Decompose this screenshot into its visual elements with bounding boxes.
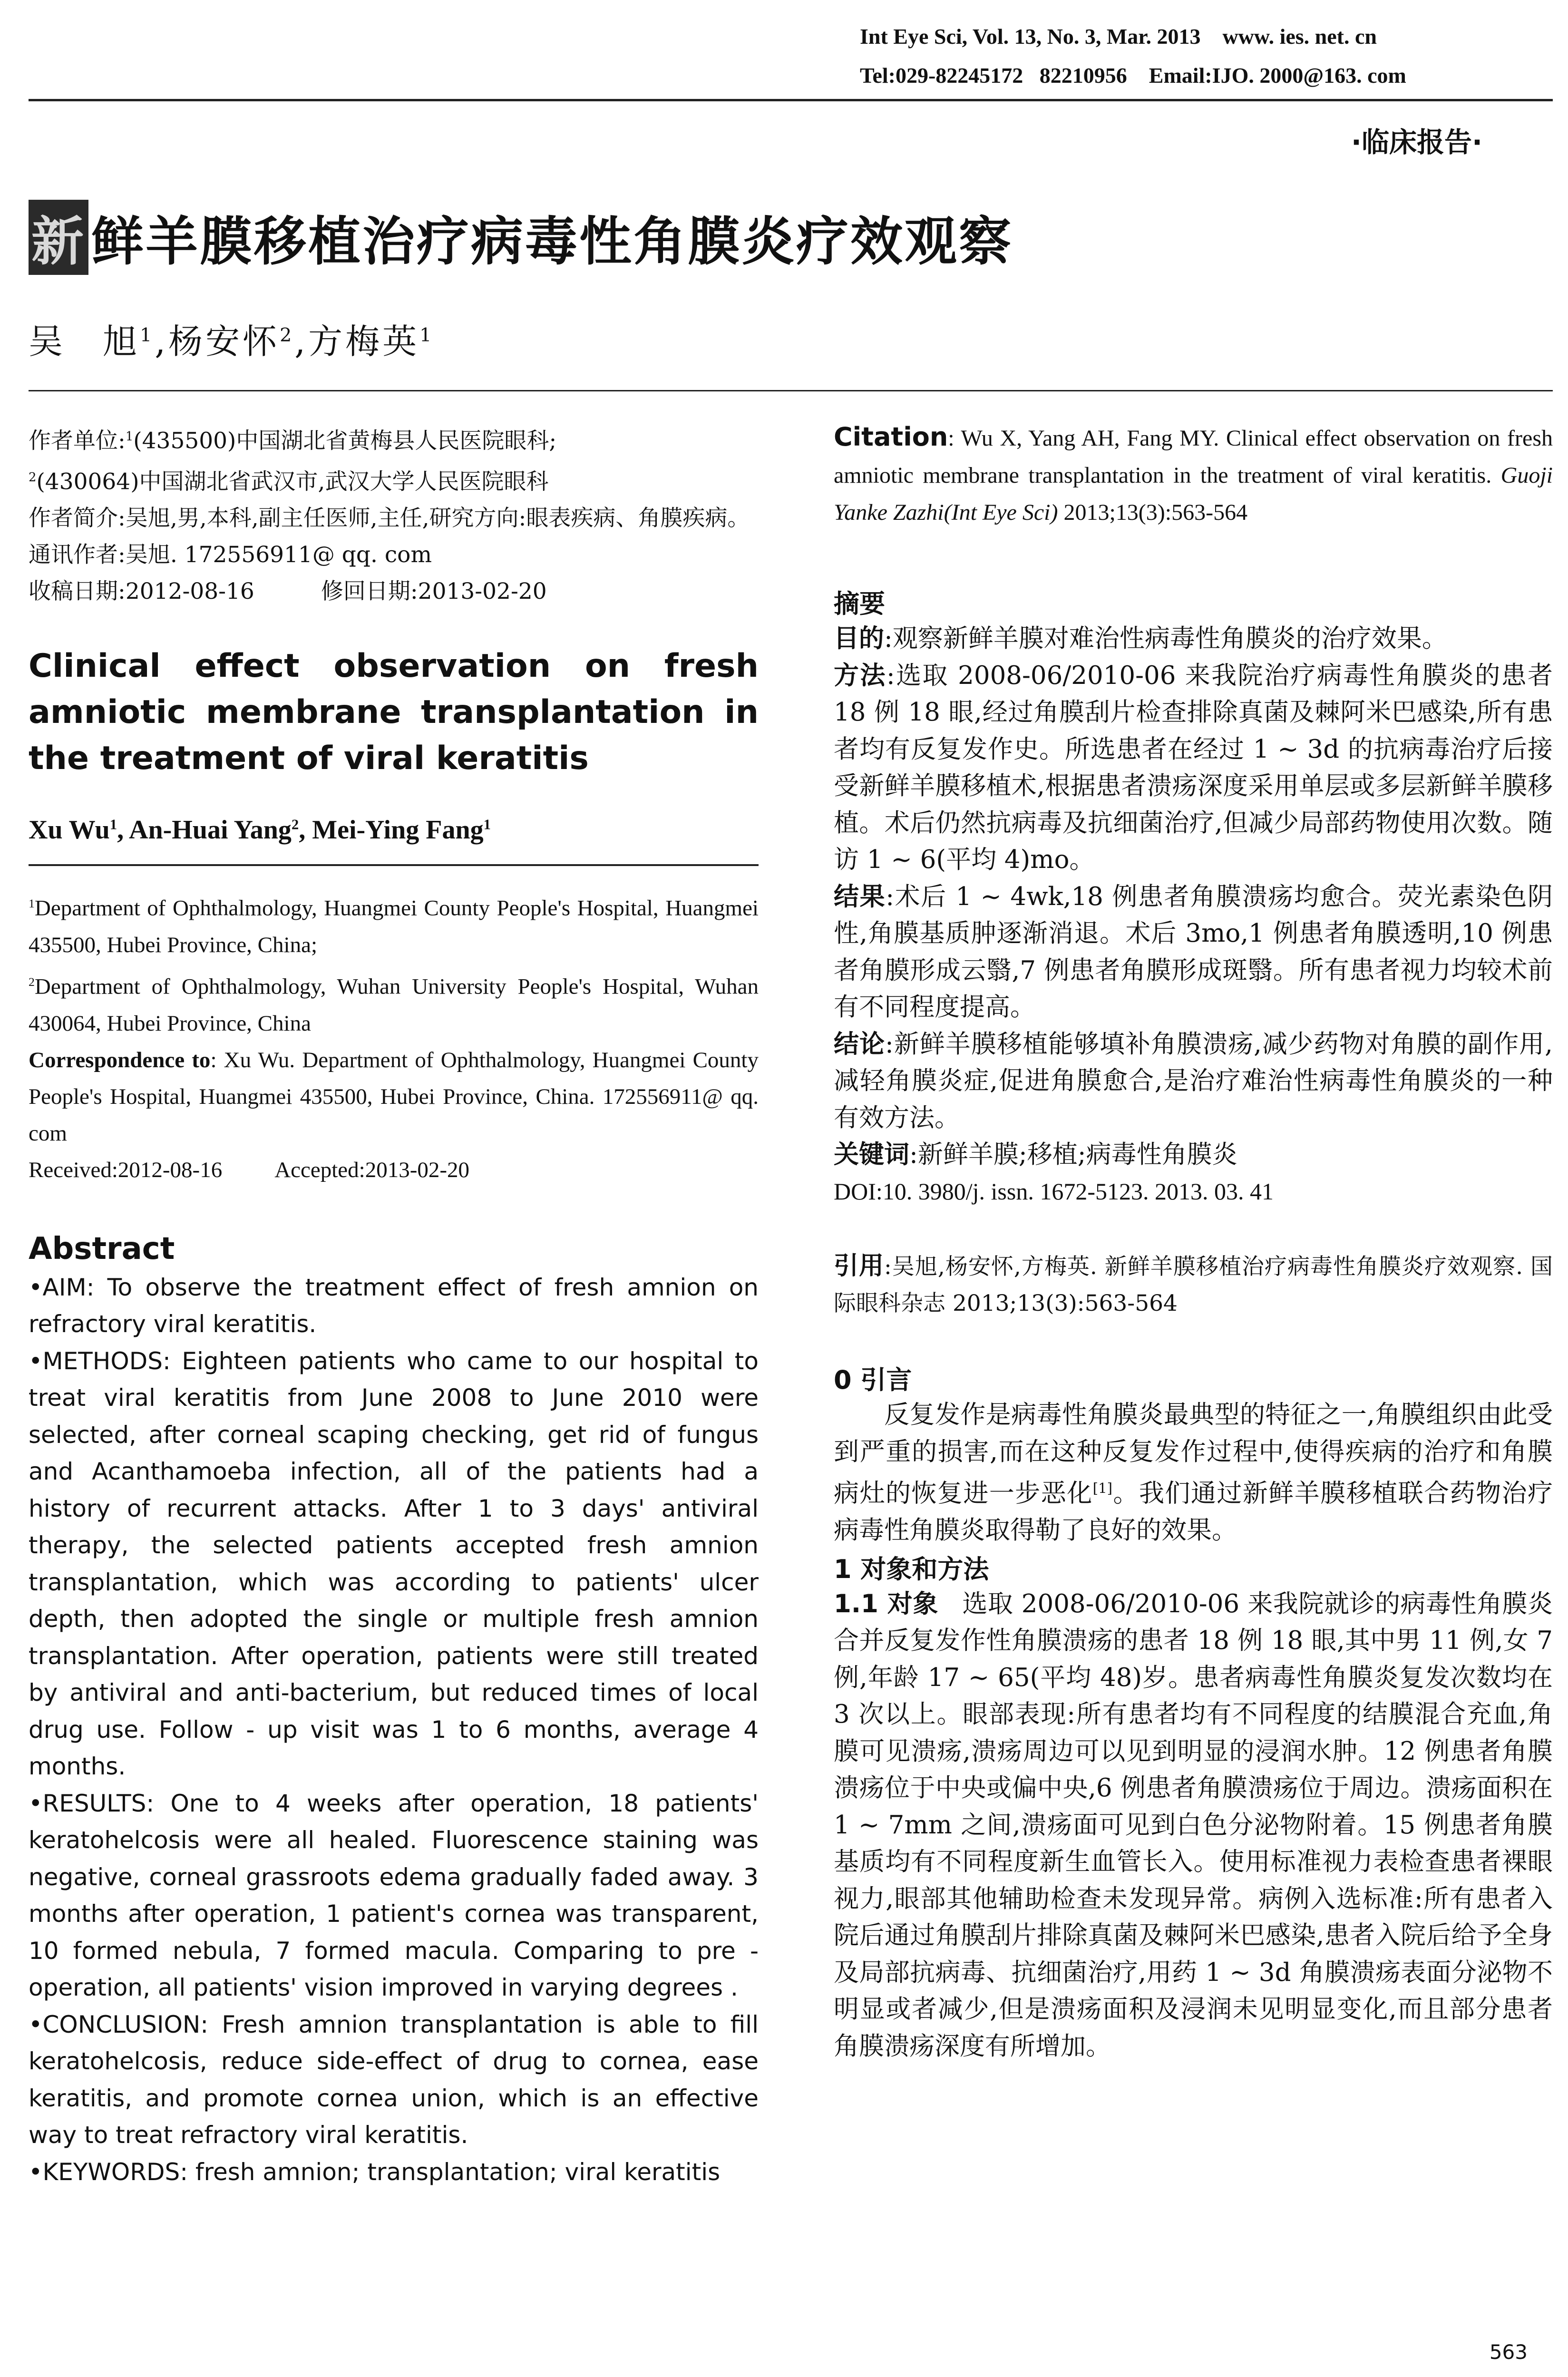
abstract-conclusion: •CONCLUSION: Fresh amnion transplantation is able to fill keratohelcosis, reduce side-effect of drug to cornea, ease keratitis, and promote cornea union, which is an effective way to treat refractory viral keratitis. [29, 2010, 759, 2149]
abstract-cn-aim: 目的:观察新鲜羊膜对难治性病毒性角膜炎的治疗效果。 [834, 624, 1447, 653]
author-1: 吴 旭 [29, 321, 140, 361]
author-3: ,方梅英 [294, 321, 420, 361]
citation-cn: 引用:吴旭,杨安怀,方梅英. 新鲜羊膜移植治疗病毒性角膜炎疗效观察. 国际眼科杂志 2013;13(3):563-564 [834, 1252, 1553, 1316]
abstract-keywords: •KEYWORDS: fresh amnion; transplantation; viral keratitis [29, 2158, 721, 2186]
title-text: 鲜羊膜移植治疗病毒性角膜炎疗效观察 [91, 211, 1013, 272]
affiliation-1: $^1$Department of Ophthalmology, Huangmei County People's Hospital, Huangmei 435500, Hubei Province, China; [29, 896, 759, 957]
intro-paragraph: 反复发作是病毒性角膜炎最典型的特征之一,角膜组织由此受到严重的损害,而在这种反复发作过程中,使得疾病的治疗和角膜病灶的恢复进一步恶化[1]。我们通过新鲜羊膜移植联合药物治疗病毒性角膜炎取得勒了良好的效果。 [834, 1400, 1553, 1545]
author-bio: 作者简介:吴旭,男,本科,副主任医师,主任,研究方向:眼表疾病、角膜疾病。 [29, 505, 750, 532]
author-unit-2: $^2$(430064)中国湖北省武汉市,武汉大学人民医院眼科 [29, 468, 549, 495]
doi: DOI:10. 3980/j. issn. 1672-5123. 2013. 03. 41 [834, 1178, 1274, 1205]
abstract-en [29, 1269, 759, 2191]
author-3-sup: 1 [419, 324, 435, 346]
intro-heading: 0 引言 [834, 1365, 912, 1395]
dates-cn: 收稿日期:2012-08-16 修回日期:2013-02-20 [29, 578, 547, 605]
authors-cn [29, 314, 434, 363]
author-unit: 作者单位:$^1$(435500)中国湖北省黄梅县人民医院眼科; [29, 428, 557, 454]
corresponding-author: 通讯作者:吴旭. 172556911@ qq. com [29, 542, 432, 568]
methods-paragraph: 1.1 对象 选取 2008-06/2010-06 来我院就诊的病毒性角膜炎合并反复发作性角膜溃疡的患者 18 例 18 眼,其中男 11 例,女 7 例,年龄 17 ~ 65(平均 48)岁。患者病毒性角膜炎复发次数均在 3 次以上。眼部表现:所有患者均有不同程度的结膜混合充血,角膜可见溃疡,溃疡周边可以见到明显的浸润水肿。12 例患者角膜溃疡位于中央或偏中央,6 例患者角膜溃疡位于周边。溃疡面积在 1 ~ 7mm 之间,溃疡面可见到白色分泌物附着。15 例患者角膜基质均有不同程度新生血管长入。使用标准视力表检查患者裸眼视力,眼部其他辅助检查未发现异常。病例入选标准:所有患者入院后通过角膜刮片排除真菌及棘阿米巴感染,患者入院后给予全身及局部抗病毒、抗细菌治疗,用药 1 ~ 3d 角膜溃疡表面分泌物不明显或者减少,但是溃疡面积及浸润未见明显变化,而且部分患者角膜溃疡深度有所增加。 [834, 1589, 1553, 2061]
abstract-cn-methods: 方法:选取 2008-06/2010-06 来我院治疗病毒性角膜炎的患者 18 例 18 眼,经过角膜刮片检查排除真菌及棘阿米巴感染,所有患者均有反复发作史。所选患者在经过 1 ~ 3d 的抗病毒治疗后接受新鲜羊膜移植术,根据患者溃疡深度采用单层或多层新鲜羊膜移植。术后仍然抗病毒及抗细菌治疗,但减少局部药物使用次数。随访 1 ~ 6(平均 4)mo。 [834, 661, 1553, 874]
page-title [29, 200, 1013, 275]
abstract-methods: •METHODS: Eighteen patients who came to our hospital to treat viral keratitis from June 2008 to June 2010 were selected, after corneal scaping checking, get rid of fungus and Acanthamoeba infection, all of the patients had a history of recurrent attacks. After 1 to 3 days' antiviral therapy, the selected patients accepted fresh amnion transplantation, which was according to patients' ulcer depth, then adopted the single or multiple fresh amnion transplantation. After operation, patients were still treated by antiviral and anti-bacterium, but reduced times of local drug use. Follow - up visit was 1 to 6 months, average 4 months. [29, 1347, 759, 1781]
left-column [29, 419, 759, 2191]
abstract-cn-keywords: 关键词:新鲜羊膜;移植;病毒性角膜炎 [834, 1140, 1237, 1169]
section-tag: ·临床报告· [1351, 126, 1482, 158]
abstract-heading: Abstract [29, 1231, 175, 1266]
abstract-cn-results: 结果:术后 1 ~ 4wk,18 例患者角膜溃疡均愈合。荧光素染色阴性,角膜基质肿逐渐消退。术后 3mo,1 例患者角膜透明,10 例患者角膜形成云翳,7 例患者角膜形成斑翳。所有患者视力均较术前有不同程度提高。 [834, 882, 1553, 1022]
authors-rule [29, 864, 759, 866]
journal-header-line1: Int Eye Sci, Vol. 13, No. 3, Mar. 2013 www. ies. net. cn [860, 24, 1377, 49]
page-number: 563 [1489, 2340, 1528, 2364]
english-authors: Xu Wu$^1$, An-Huai Yang$^2$, Mei-Ying Fang$^1$ [29, 815, 491, 845]
abstract-aim: •AIM: To observe the treatment effect of fresh amnion on refractory viral keratitis. [29, 1273, 759, 1338]
affiliations [29, 885, 759, 1188]
abstract-cn-heading: 摘要 [834, 589, 885, 619]
author-2: ,杨安怀 [155, 321, 280, 361]
right-column [834, 419, 1553, 2065]
citation-ref: [1] [1092, 1480, 1112, 1496]
abstract-cn-conclusion: 结论:新鲜羊膜移植能够填补角膜溃疡,减少药物对角膜的副作用,减轻角膜炎症,促进角膜愈合,是治疗难治性病毒性角膜炎的一种有效方法。 [834, 1029, 1553, 1132]
author-1-sup: 1 [140, 324, 155, 346]
title-first-char: 新 [29, 200, 88, 275]
author-2-sup: 2 [280, 324, 295, 346]
correspondence: Correspondence to: Xu Wu. Department of Ophthalmology, Huangmei County People's Hospital, Huangmei 435500, Hubei Province, China. 172556911@ qq. com [29, 1047, 759, 1146]
dates-en: Received:2012-08-16 Accepted:2013-02-20 [29, 1157, 470, 1182]
methods-heading: 1 对象和方法 [834, 1554, 989, 1584]
abstract-results: •RESULTS: One to 4 weeks after operation, 18 patients' keratohelcosis were all healed. Fluorescence staining was negative, corneal grassroots edema gradually faded away. 3 months after operation, 1 patient's cornea was transparent, 10 formed nebula, 7 formed macula. Comparing to pre - operation, all patients' vision improved in varying degrees . [29, 1789, 759, 2002]
english-title: Clinical effect observation on fresh amniotic membrane transplantation in the treatment of viral keratitis [29, 647, 759, 778]
title-rule [29, 390, 1553, 391]
author-info-cn [29, 419, 759, 610]
citation-en: Citation: Wu X, Yang AH, Fang MY. Clinical effect observation on fresh amniotic membrane transplantation in the treatment of viral keratitis. Guoji Yanke Zazhi(Int Eye Sci) 2013;13(3):563-564 [834, 422, 1553, 525]
abstract-cn [834, 620, 1553, 1210]
journal-header-line2: Tel:029-82245172 82210956 Email:IJO. 2000@163. com [860, 63, 1406, 88]
affiliation-2: $^2$Department of Ophthalmology, Wuhan University People's Hospital, Wuhan 430064, Hubei Province, China [29, 974, 759, 1036]
header-rule [29, 99, 1553, 101]
